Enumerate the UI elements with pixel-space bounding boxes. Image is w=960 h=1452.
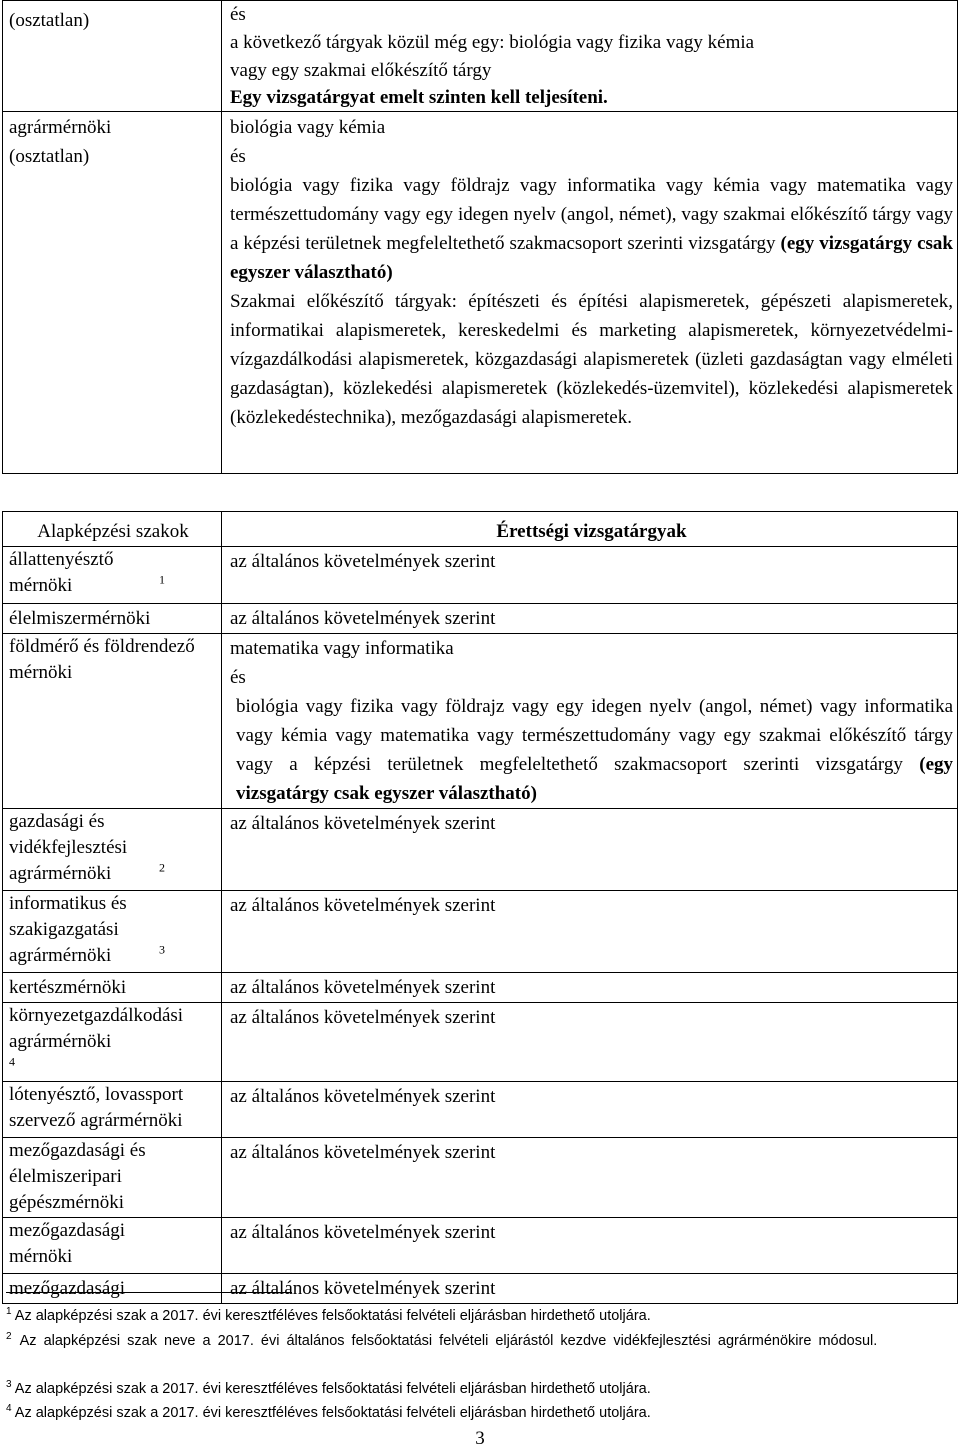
header-subjects-label: Érettségi vizsgatárgyak: [496, 521, 687, 542]
req-paragraph: [230, 692, 953, 808]
table-row: [3, 1003, 958, 1082]
footnote-ref: 4: [9, 1054, 15, 1069]
requirement-cell: [222, 809, 958, 891]
program-name: lótenyésztő, lovassport szervező agrármérnöki: [9, 1084, 184, 1131]
program-cell: [3, 112, 222, 474]
req-text: az általános követelmények szerint: [230, 977, 496, 998]
program-cell: [3, 1138, 222, 1218]
footnote: [6, 1332, 910, 1350]
req-text: az általános követelmények szerint: [230, 1007, 496, 1028]
program-cell: [3, 547, 222, 604]
req-text: az általános követelmények szerint: [230, 1222, 496, 1243]
header-programs: [3, 512, 222, 547]
footnote-number: 3: [6, 1379, 12, 1391]
requirement-cell: [222, 1274, 958, 1304]
program-name: gazdasági és vidékfejlesztési agrármérnöki: [9, 811, 128, 884]
footnote-ref: 1: [159, 572, 165, 587]
program-name: élelmiszermérnöki: [9, 608, 151, 629]
table-row: [3, 1138, 958, 1218]
req-paragraph-bold: (egy vizsgatárgy csak egyszer választható): [230, 233, 953, 283]
req-line: és: [230, 667, 246, 688]
footnote-ref: 2: [159, 860, 165, 875]
requirement-cell: [222, 1082, 958, 1138]
header-programs-label: Alapképzési szakok: [37, 521, 189, 542]
header-subjects: [222, 512, 958, 547]
page-number: 3: [475, 1428, 485, 1449]
table-row: [3, 1218, 958, 1274]
req-paragraph-bold: (egy vizsgatárgy csak egyszer választható): [236, 754, 954, 804]
table-row: [3, 1274, 958, 1304]
table-row: [3, 891, 958, 973]
table-row: [3, 1082, 958, 1138]
requirement-cell: [222, 1218, 958, 1274]
req-paragraph-subjects: Szakmai előkészítő tárgyak: építészeti és építési alapismeretek, gépészeti alapismeretek, informatikai alapismeretek, kereskedelmi és marketing alapismeretek, környezetvédelmi-vízgazdálkodási alapismeretek, közgazdasági alapismeretek (üzleti gazdaságtan vagy elméleti gazdaságtan), közlekedési alapismeretek (közlekedés-üzemvitel), közlekedési alapismeretek (közlekedéstechnika), mezőgazdasági alapismeretek.: [230, 291, 953, 428]
table-row: [3, 1, 958, 112]
req-text: az általános követelmények szerint: [230, 1278, 496, 1299]
requirement-cell: [222, 634, 958, 809]
req-text: az általános követelmények szerint: [230, 551, 496, 572]
req-line: a következő tárgyak közül még egy: biológia vagy fizika vagy kémia: [230, 32, 755, 53]
program-cell: [3, 1082, 222, 1138]
req-line: vagy egy szakmai előkészítő tárgy: [230, 60, 492, 81]
program-name: kertészmérnöki: [9, 977, 127, 998]
footnote-text: Az alapképzési szak a 2017. évi keresztféléves felsőoktatási felvételi eljárásban hirdethető utoljára.: [14, 1405, 651, 1421]
footnote-separator: [6, 1292, 292, 1293]
table-row: [3, 112, 958, 474]
footnote-text: Az alapképzési szak neve a 2017. évi általános felsőoktatási felvételi eljárástól kezdve vidékfejlesztési agrárménökire módosul.: [19, 1333, 878, 1349]
req-line: és: [230, 4, 246, 25]
table-header-row: [3, 512, 958, 547]
program-cell: [3, 891, 222, 973]
program-cell: [3, 1274, 222, 1304]
program-cell: [3, 1218, 222, 1274]
req-line: biológia vagy kémia: [230, 117, 386, 138]
table-row: [3, 634, 958, 809]
footnote-number: 1: [6, 1306, 12, 1318]
program-cell: [3, 973, 222, 1003]
program-name: mezőgazdasági: [9, 1278, 126, 1299]
program-name: mezőgazdasági és élelmiszeripari gépészmérnöki: [9, 1140, 146, 1213]
req-line: és: [230, 146, 246, 167]
table-row: [3, 547, 958, 604]
req-text: az általános követelmények szerint: [230, 813, 496, 834]
requirements-table-top: [2, 0, 958, 474]
footnote: [6, 1380, 910, 1398]
req-text: az általános követelmények szerint: [230, 895, 496, 916]
requirement-cell: [222, 891, 958, 973]
footnote: [6, 1307, 910, 1325]
program-cell: [3, 1003, 222, 1082]
requirement-cell: [222, 973, 958, 1003]
req-paragraph: [230, 171, 953, 287]
footnote-number: 4: [6, 1403, 12, 1415]
program-cell: [3, 604, 222, 634]
requirement-cell: [222, 112, 958, 474]
footnote: [6, 1404, 910, 1422]
requirement-cell: [222, 1, 958, 112]
requirement-cell: [222, 604, 958, 634]
program-note: (osztatlan): [9, 146, 90, 167]
program-name: földmérő és földrendező mérnöki: [9, 636, 195, 683]
footnote-text: Az alapképzési szak a 2017. évi keresztféléves felsőoktatási felvételi eljárásban hirdethető utoljára.: [14, 1308, 651, 1324]
program-cell: [3, 634, 222, 809]
footnote-number: 2: [6, 1331, 12, 1343]
req-paragraph-text: biológia vagy fizika vagy földrajz vagy informatika vagy kémia vagy matematika vagy természettudomány vagy egy idegen nyelv (angol, német), vagy szakmai előkészítő tárgy vagy a képzési területnek megfeleltethető szakmacsoport szerinti vizsgatárgy: [230, 175, 953, 254]
req-line-bold: Egy vizsgatárgyat emelt szinten kell teljesíteni.: [230, 87, 608, 108]
program-name: állattenyésztő mérnöki: [9, 549, 114, 596]
requirement-cell: [222, 547, 958, 604]
program-cell: [3, 809, 222, 891]
program-name: informatikus és szakigazgatási agrármérnöki: [9, 893, 127, 966]
requirement-cell: [222, 1138, 958, 1218]
requirement-cell: [222, 1003, 958, 1082]
program-cell: [3, 1, 222, 112]
req-text: az általános követelmények szerint: [230, 1086, 496, 1107]
req-paragraph-text: biológia vagy fizika vagy földrajz vagy egy idegen nyelv (angol, német) vagy informatika vagy kémia vagy matematika vagy természettudomány vagy egy szakmai előkészítő tárgy vagy a képzési területnek megfeleltethető szakmacsoport szerinti vizsgatárgy: [236, 696, 953, 775]
table-row: [3, 809, 958, 891]
requirements-table-main: [2, 511, 958, 1304]
program-name: mezőgazdasági mérnöki: [9, 1220, 126, 1267]
table-row: [3, 973, 958, 1003]
program-name: agrármérnöki: [9, 117, 112, 138]
footnote-text: Az alapképzési szak a 2017. évi keresztféléves felsőoktatási felvételi eljárásban hirdethető utoljára.: [14, 1381, 651, 1397]
req-text: az általános követelmények szerint: [230, 1142, 496, 1163]
footnote-ref: 3: [159, 942, 165, 957]
req-line: matematika vagy informatika: [230, 638, 454, 659]
req-text: az általános követelmények szerint: [230, 608, 496, 629]
table-row: [3, 604, 958, 634]
program-name: környezetgazdálkodási agrármérnöki: [9, 1005, 184, 1052]
program-name: (osztatlan): [9, 10, 90, 31]
